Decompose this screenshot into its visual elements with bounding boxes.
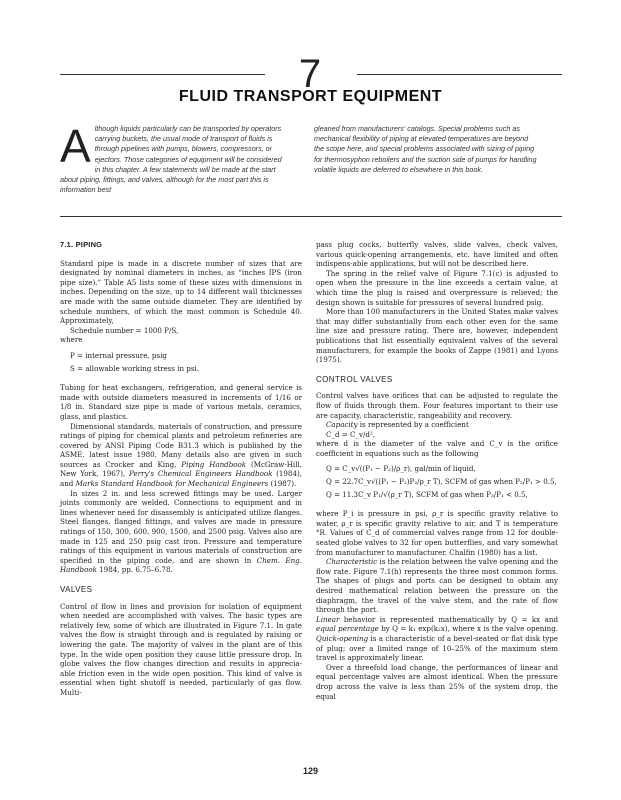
chapter-rule-left: [60, 74, 265, 75]
drop-cap: A: [60, 120, 91, 172]
text: In sizes 2 in. and less screwed fittings may be used. Larger joints commonly are welded. Connections to equipment and in lines whenever need for disassembly is anticipated utilize flanges. Steel flanges, flanged fittings, and valves are made in pressure ratings of 150, 300, 600, 900, 1500, and 2500 psig. Valves also are made in 125 and 250 psig cast iron. Pressure and temperature ratings of this equipment in various materials of construction are specified in the piping code, and are shown in: [60, 488, 302, 565]
text: 1984, pp. 6.75–6.78.: [96, 565, 173, 575]
text: (1984), and: [60, 469, 302, 489]
paragraph: More than 100 manufacturers in the United States make valves that may differ substantially from each other even for the same line size and pressure rating. There are, however, independent publications that list essentially equivalent valves of the several manufacturers, for example the books of Zappe (1981) and Lyons (1975).: [316, 307, 558, 365]
intro-divider: [60, 216, 562, 217]
citation: Perry's Chemical Engineers Handbook: [129, 469, 273, 479]
term: Characteristic: [326, 557, 378, 567]
section-heading-control-valves: CONTROL VALVES: [316, 374, 393, 384]
equation-liquid: Q = C_v√((P₁ − P₂)/ρ_r), gal/min of liquid,: [326, 464, 476, 474]
text: behavior is represented mathematically by Q = kx and: [339, 614, 558, 624]
text: is represented by a coefficient: [357, 420, 469, 430]
section-heading-piping: 7.1. PIPING: [60, 240, 103, 249]
equation-gas-critical: Q = 11.3C_v P₁/√(ρ_r T), SCFM of gas when P₂/P₁ < 0.5,: [326, 489, 528, 499]
paragraph: Control of flow in lines and provision for isolation of equipment when needed are accomplished with valves. The basic types are relatively few, some of which are illustrated in Figure 7.1. In gate valves the flow is straight through and is regulated by raising or lowering the gate. The majority of valves in the plant are of this type. In the wide open position they cause little pressure drop. In globe valves the flow changes direction and results in apprecia-able friction even in the wide open position. This kind of valve is essential when tight shutoff is needed, particularly of gas flow. Multi-: [60, 601, 302, 697]
paragraph: [316, 420, 558, 430]
paragraph: where P_i is pressure in psi, ρ_r is specific gravity relative to water, ρ_r is specific gravity relative to air, and T is temperature °R. Values of C_d of commercial valves range from 12 for double-seated globe valves to 32 for open butterflies, and vary somewhat from manufacturer to manufacturer. Chalfin (1980) has a list.: [316, 509, 558, 557]
paragraph: where d is the diameter of the valve and C_v is the orifice coefficient in equations such as the following: [316, 439, 558, 458]
definitions: [70, 351, 302, 373]
page-number: 129: [302, 766, 319, 776]
term: Quick-opening: [316, 633, 369, 643]
text: Dimensional standards, materials of construction, and pressure ratings of piping for chemical plants and petroleum refineries are covered by ANSI Piping Code B31.3 which is published by the ASME, latest issue 1980. Many details also are given in such sources as Crocker and King,: [60, 421, 302, 469]
definition-p: P = internal pressure, psig: [70, 350, 167, 360]
text: is a characteristic of a bevel-seated or flat disk type of plug; over a limited range of 10–25% of the maximum stem travel is approximately linear.: [316, 633, 558, 663]
equation-schedule: Schedule number = 1000 P/S,: [70, 325, 179, 335]
section-heading-valves: VALVES: [60, 585, 93, 594]
left-column: [60, 240, 302, 698]
equation-cd: C_d = C_v/d²,: [326, 429, 375, 439]
intro-right: gleaned from manufacturers' catalogs. Special problems such as mechanical flexibility of piping at elevated temperatures are beyond the scope here, and special problems associated with sizing of piping for thermosyphon reboilers and the suction side of pumps for handling volatile liquids are deferred to elsewhere in this book.: [314, 124, 537, 174]
paragraph: [60, 489, 302, 575]
citation: Marks Standard Handbook for Mechanical Engineers: [75, 479, 269, 489]
paragraph: [60, 422, 302, 489]
paragraph: pass plug cocks, butterfly valves, slide valves, check valves, various quick-opening arrangements, etc. have limited and often indispens-able applications, but will not be described here.: [316, 240, 558, 269]
equation-gas-subcritical: Q = 22.7C_v√((P₁ − P₂)P₂/ρ_r T), SCFM of gas when P₂/P₁ > 0.5,: [326, 477, 557, 487]
citation: Piping Handbook: [181, 459, 247, 469]
paragraph: [316, 557, 558, 615]
paragraph: Control valves have orifices that can be adjusted to regulate the flow of fluids through them. Four features important to their use are capacity, characteristic, rangeability and recovery.: [316, 391, 558, 420]
paragraph: Tubing for heat exchangers, refrigeration, and general service is made with outside diameters measured in increments of 1/16 or 1/8 in. Standard size pipe is made of various metals, ceramics, glass, and plastics.: [60, 383, 302, 421]
paragraph: Over a threefold load change, the performances of linear and equal percentage valves are almost identical. When the pressure drop across the valve is less than 25% of the system drop, the equal: [316, 662, 558, 701]
text: (1987).: [268, 479, 297, 489]
paragraph: [316, 615, 558, 663]
paragraph: Standard pipe is made in a discrete number of sizes that are designated by nominal diameters in inches, as “inches IPS (iron pipe size).” Table A5 lists some of these sizes with dimensions in inches. Depending on the size, up to 14 different wall thicknesses are made with the same outside diameter. They are identified by schedule numbers, of which the most common is Schedule 40. Approximately,: [60, 258, 302, 326]
intro-left-text: lthough liquids particularly can be transported by operators carrying buckets, the usual mode of transport of fluids is through pipelines with pumps, blowers, compressors, or ejectors. Those categories of equipment will be considered in this chapter. A few statements will be made at the start about piping, fittings, and valves, although for the most part this is information best: [60, 124, 282, 195]
chapter-rule-right: [357, 74, 562, 75]
chapter-number: 7: [298, 52, 322, 96]
term: Capacity: [326, 420, 358, 430]
right-column: [316, 240, 558, 701]
chapter-title: FLUID TRANSPORT EQUIPMENT: [178, 88, 443, 105]
text: by Q = k₁ exp(k₂x), where x is the valve opening.: [378, 624, 558, 634]
term: Linear: [316, 614, 340, 624]
where-label: where: [60, 335, 83, 345]
citation: Chem. Eng. Handbook: [60, 555, 302, 575]
text: (McGraw-Hill, New York, 1967),: [60, 459, 302, 479]
intro-left: [60, 120, 288, 195]
flow-equations: [326, 464, 558, 499]
text: is the relation between the valve opening and the flow rate. Figure 7.1(h) represents the three most common forms. The shapes of plugs and ports can be designed to obtain any desired mathematical relation between the pressure on the diaphragm, the travel of the valve stem, and the rate of flow through the port.: [316, 557, 559, 615]
paragraph: The spring in the relief valve of Figure 7.1(c) is adjusted to open when the pressure in the line exceeds a certain value, at which time the plug is raised and overpressure is relieved; the design shown is suitable for pressures of several hundred psig.: [316, 268, 558, 307]
definition-s: S = allowable working stress in psi.: [70, 363, 199, 373]
term: equal percentage: [316, 624, 379, 634]
